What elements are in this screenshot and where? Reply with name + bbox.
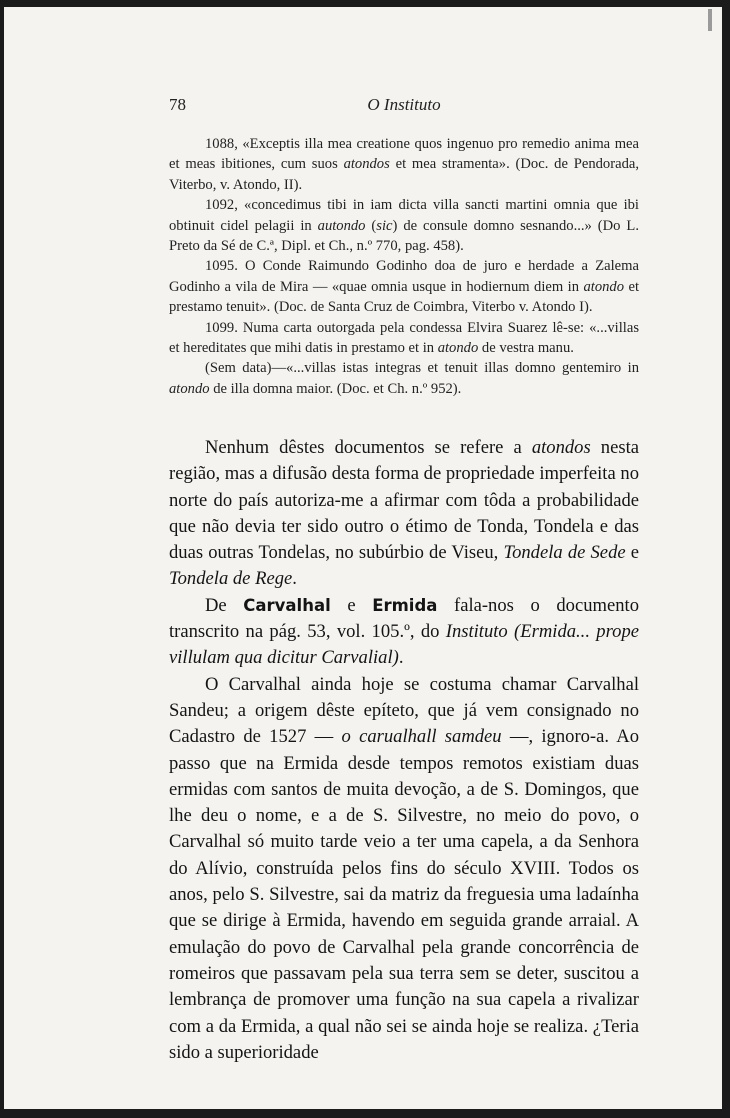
body-paragraph <box>169 593 639 672</box>
italic-run: atondo <box>583 278 625 295</box>
text-run: e <box>330 594 373 616</box>
italic-run: Tondela de Sede <box>503 542 626 564</box>
text-run: . <box>292 568 297 590</box>
note-paragraph <box>169 195 639 256</box>
italic-run: Instituto (Ermida... prope villulam qua dicitur Carvalial) <box>169 621 639 669</box>
running-title: O Instituto <box>367 95 441 114</box>
text-run: ( <box>365 217 377 234</box>
italic-run: sic <box>376 217 393 234</box>
text-run: De <box>205 594 244 616</box>
text-run: 1088, «Exceptis illa mea creatione quos ingenuo pro remedio anima mea et meas ibitiones, cum suos <box>169 136 639 173</box>
text-run: (Sem data)—«...villas istas integras et tenuit illas domno gentemiro in <box>205 360 639 377</box>
footnotes-block <box>169 134 639 399</box>
italic-run: atondo <box>437 340 479 357</box>
page-header <box>169 95 639 117</box>
italic-run: atondos <box>343 156 390 173</box>
text-run: 1092, «concedimus tibi in iam dicta villa sancti martini omnia que ibi obtinuit cidel pelagii in <box>169 197 639 234</box>
place-name: Carvalhal <box>243 595 331 615</box>
text-run: O Carvalhal ainda hoje se costuma chamar Carvalhal Sandeu; a origem dêste epíteto, que já vem consignado no Cadastro de 1527 — <box>169 673 639 748</box>
text-run: . <box>398 647 404 669</box>
text-run: de vestra manu. <box>478 340 574 357</box>
italic-run: atondos <box>531 437 591 458</box>
text-run: 1095. O Conde Raimundo Godinho doa de juro e herdade a Zalema Godinho a vila de Mira — «quae omnia usque in hodiernum diem in <box>169 258 639 295</box>
note-paragraph <box>169 358 639 399</box>
place-name: Ermida <box>372 595 438 615</box>
italic-run: Tondela de Rege <box>169 568 293 590</box>
text-run: et prestamo tenuit». (Doc. de Santa Cruz de Coimbra, Viterbo v. Atondo I). <box>169 278 639 316</box>
italic-run: atondo <box>169 380 210 397</box>
text-run: nesta região, mas a difusão desta forma de propriedade imperfeita no norte do país autoriza-me a afirmar com tôda a probabilidade que não devia ter sido outro o étimo de Tonda, Tondela e das duas outras Tondelas, no subúrbio de Viseu, <box>169 437 639 564</box>
page-number: 78 <box>169 95 186 114</box>
text-run: de illa domna maior. (Doc. et Ch. n.º 952). <box>209 380 462 397</box>
note-paragraph <box>169 256 639 317</box>
scanned-page <box>4 7 722 1109</box>
note-paragraph <box>169 318 639 359</box>
body-paragraph <box>169 435 639 593</box>
text-run: Nenhum dêstes documentos se refere a <box>205 437 532 458</box>
note-paragraph <box>169 134 639 195</box>
text-run: e <box>625 542 640 564</box>
text-run: fala-nos o documento transcrito na pág. 53, vol. 105.º, do <box>169 594 639 643</box>
body-paragraph <box>169 672 639 1066</box>
main-text <box>169 435 639 1066</box>
italic-run: o carualhall samdeu <box>341 726 502 748</box>
text-run: 1099. Numa carta outorgada pela condessa Elvira Suarez lê-se: «...villas et hereditates que mihi datis in prestamo et in <box>169 319 639 357</box>
text-run: ) de consule domno sesnando...» (Do L. Preto da Sé de C.ª, Dipl. et Ch., n.º 770, pag. 458). <box>169 217 639 255</box>
text-run: —, ignoro-a. Ao passo que na Ermida desde tempos remotos existiam duas ermidas com santos de muita devoção, a de S. Domingos, que lhe deu o nome, e a de S. Silvestre, no meio do povo, o Carvalhal só muito tarde veio a ter uma capela, a da Senhora do Alívio, construída pelos fins do século XVIII. Todos os anos, pelo S. Silvestre, sai da matriz da freguesia uma ladaínha que se dirige à Ermida, havendo em seguida grande arraial. A emulação do povo de Carvalhal pela grande concorrência de romeiros que passavam pela sua terra sem se deter, suscitou a lembrança de promover uma função na sua capela a rivalizar com a da Ermida, a qual não sei se ainda hoje se realiza. ¿Teria sido a superioridade <box>169 726 639 1063</box>
text-run: et mea stramenta». (Doc. de Pendorada, Viterbo, v. Atondo, II). <box>169 156 639 193</box>
scan-mark <box>708 9 712 31</box>
italic-run: autondo <box>317 217 366 234</box>
